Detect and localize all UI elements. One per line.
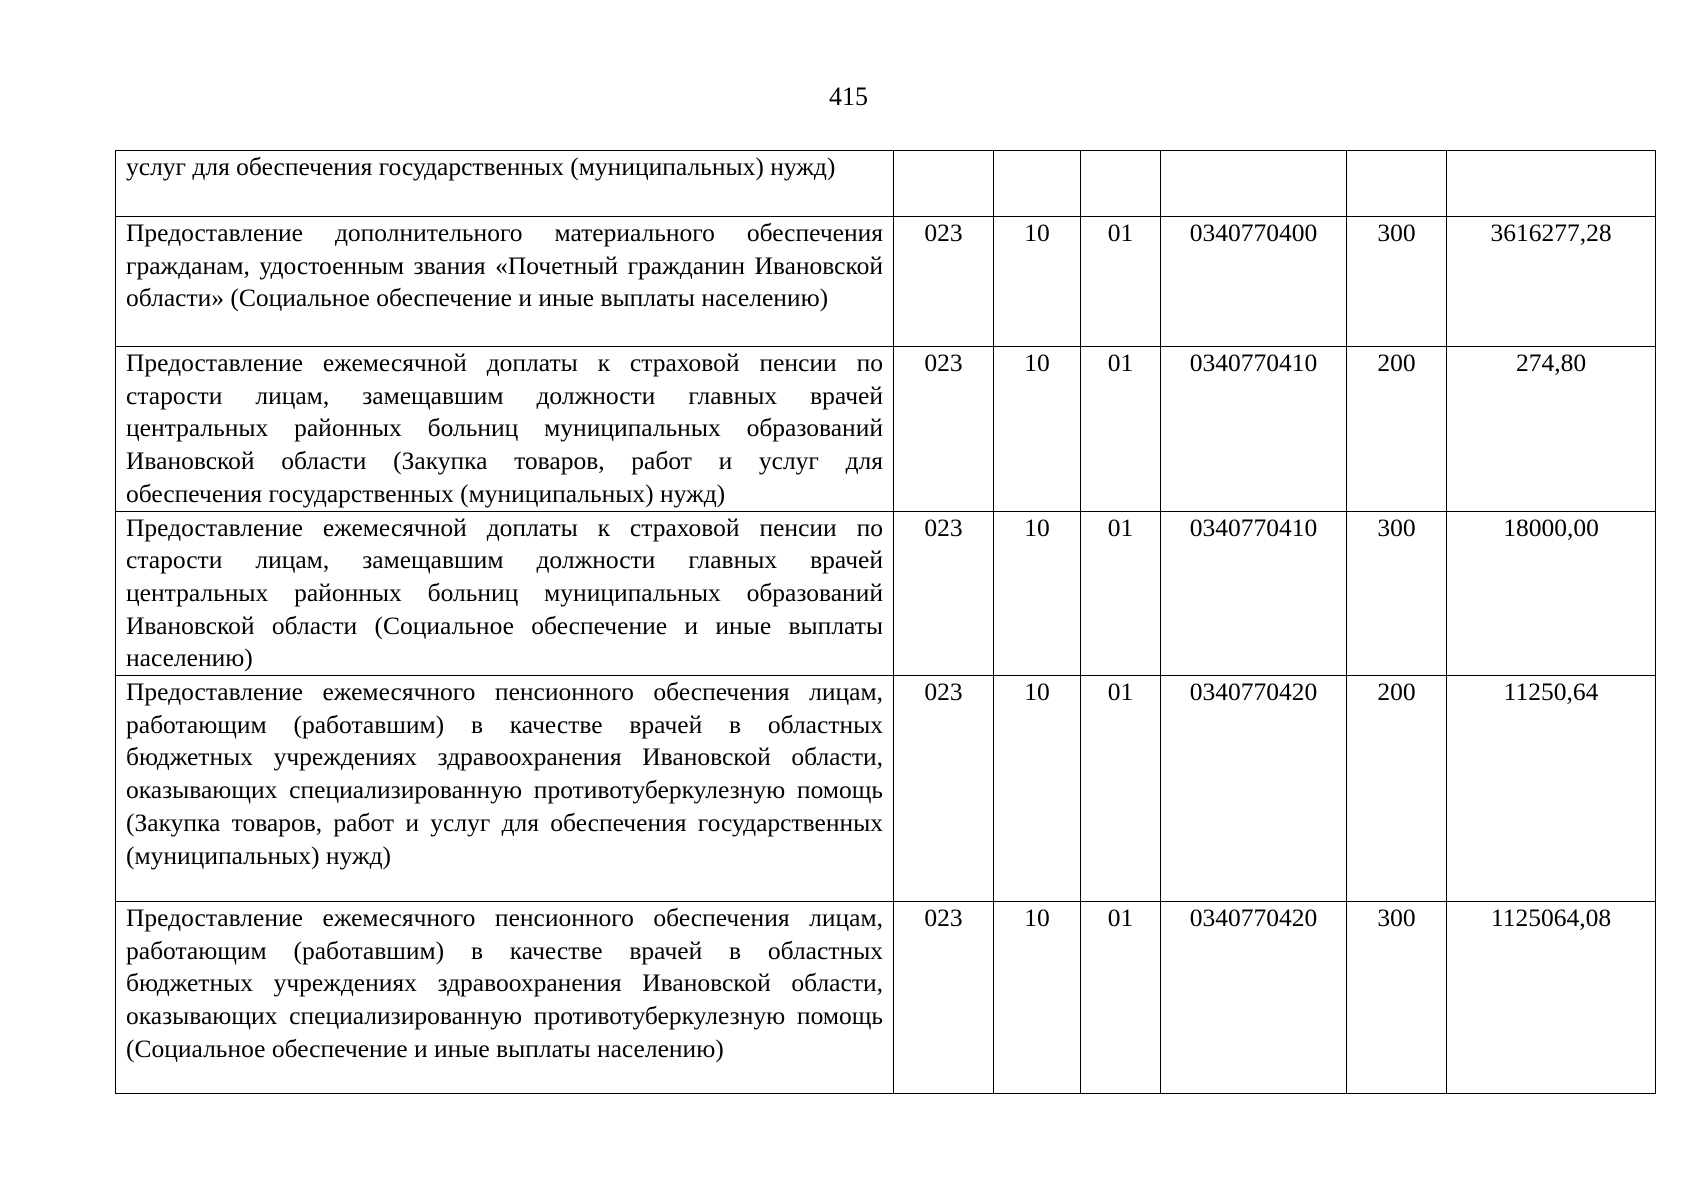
ministry-code: 023 [894, 902, 994, 1094]
expense-type-code: 300 [1347, 511, 1447, 676]
amount-value [1447, 151, 1656, 217]
section-code: 10 [994, 676, 1081, 902]
ministry-code: 023 [894, 511, 994, 676]
ministry-code [894, 151, 994, 217]
subsection-code: 01 [1081, 511, 1161, 676]
table-row [116, 511, 1656, 676]
section-code: 10 [994, 902, 1081, 1094]
subsection-code: 01 [1081, 217, 1161, 347]
target-article-code [1161, 151, 1347, 217]
row-description: Предоставление ежемесячной доплаты к страховой пенсии по старости лицам, замещавшим должности главных врачей центральных районных больниц муниципальных образований Ивановской области (Закупка товаров, работ и услуг для обеспечения государственных (муниципальных) нужд) [116, 347, 894, 512]
target-article-code: 0340770410 [1161, 511, 1347, 676]
target-article-code: 0340770400 [1161, 217, 1347, 347]
section-code: 10 [994, 511, 1081, 676]
amount-value: 18000,00 [1447, 511, 1656, 676]
expense-type-code: 200 [1347, 676, 1447, 902]
table-row [116, 151, 1656, 217]
target-article-code: 0340770420 [1161, 676, 1347, 902]
ministry-code: 023 [894, 347, 994, 512]
section-code: 10 [994, 347, 1081, 512]
table-body [116, 151, 1656, 1094]
expense-type-code: 300 [1347, 902, 1447, 1094]
amount-value: 11250,64 [1447, 676, 1656, 902]
amount-value: 1125064,08 [1447, 902, 1656, 1094]
row-description: Предоставление дополнительного материального обеспечения гражданам, удостоенным звания «Почетный гражданин Ивановской области» (Социальное обеспечение и иные выплаты населению) [116, 217, 894, 347]
subsection-code: 01 [1081, 902, 1161, 1094]
table-row [116, 902, 1656, 1094]
budget-table [115, 150, 1656, 1094]
expense-type-code: 200 [1347, 347, 1447, 512]
table-row [116, 217, 1656, 347]
page-number: 415 [829, 82, 868, 111]
row-description: Предоставление ежемесячного пенсионного обеспечения лицам, работающим (работавшим) в качестве врачей в областных бюджетных учреждениях здравоохранения Ивановской области, оказывающих специализированную противотуберкулезную помощь (Социальное обеспечение и иные выплаты населению) [116, 902, 894, 1094]
subsection-code: 01 [1081, 676, 1161, 902]
target-article-code: 0340770410 [1161, 347, 1347, 512]
subsection-code [1081, 151, 1161, 217]
target-article-code: 0340770420 [1161, 902, 1347, 1094]
row-description: услуг для обеспечения государственных (муниципальных) нужд) [116, 151, 894, 217]
expense-type-code: 300 [1347, 217, 1447, 347]
ministry-code: 023 [894, 217, 994, 347]
section-code: 10 [994, 217, 1081, 347]
table-row [116, 676, 1656, 902]
row-description: Предоставление ежемесячной доплаты к страховой пенсии по старости лицам, замещавшим должности главных врачей центральных районных больниц муниципальных образований Ивановской области (Социальное обеспечение и иные выплаты населению) [116, 511, 894, 676]
amount-value: 274,80 [1447, 347, 1656, 512]
row-description: Предоставление ежемесячного пенсионного обеспечения лицам, работающим (работавшим) в качестве врачей в областных бюджетных учреждениях здравоохранения Ивановской области, оказывающих специализированную противотуберкулезную помощь (Закупка товаров, работ и услуг для обеспечения государственных (муниципальных) нужд) [116, 676, 894, 902]
ministry-code: 023 [894, 676, 994, 902]
amount-value: 3616277,28 [1447, 217, 1656, 347]
table-row [116, 347, 1656, 512]
section-code [994, 151, 1081, 217]
subsection-code: 01 [1081, 347, 1161, 512]
expense-type-code [1347, 151, 1447, 217]
